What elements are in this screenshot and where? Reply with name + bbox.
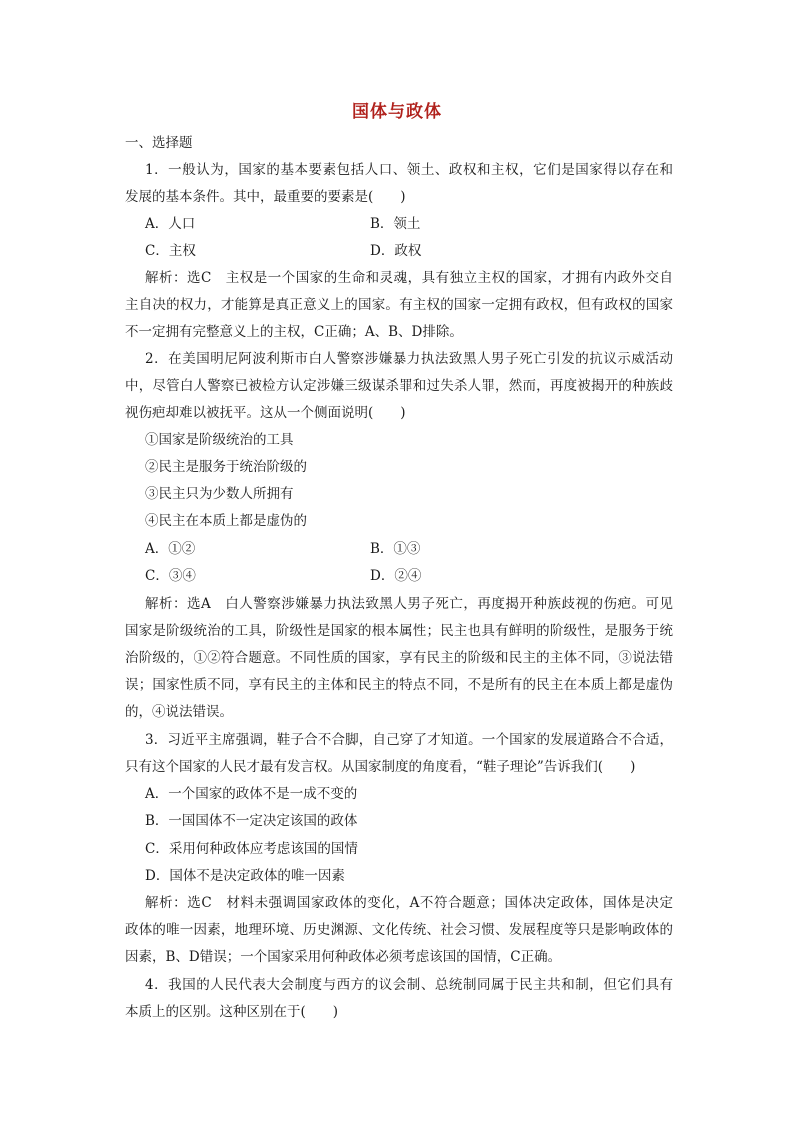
q2-analysis-line-4: 误；国家性质不同，享有民主的主体和民主的特点不同，不是所有的民主在本质上都是虚伪 <box>125 677 673 693</box>
q3-option-a: A．一个国家的政体不是一成不变的 <box>145 786 358 802</box>
q3-analysis-line-2: 政体的唯一因素，地理环境、历史渊源、文化传统、社会习惯、发展程度等只是影响政体的 <box>125 922 673 938</box>
q2-stem-line-1: 2．在美国明尼阿波利斯市白人警察涉嫌暴力执法致黑人男子死亡引发的抗议示威活动 <box>145 351 673 367</box>
q2-option-d: D．②④ <box>370 568 422 584</box>
q1-option-a: A．人口 <box>145 216 196 232</box>
q1-analysis-line-1: 解析：选C 主权是一个国家的生命和灵魂，具有独立主权的国家，才拥有内政外交自 <box>145 270 673 286</box>
section-heading: 一、选择题 <box>125 135 193 151</box>
q2-option-a: A．①② <box>145 541 196 557</box>
q1-option-c: C．主权 <box>145 243 196 259</box>
q3-option-d: D．国体不是决定政体的唯一因素 <box>145 868 345 884</box>
q2-item-4: ④民主在本质上都是虚伪的 <box>145 513 307 529</box>
q2-stem-line-3: 视伤疤却难以被抚平。这从一个侧面说明( ) <box>125 405 406 421</box>
q1-option-d: D．政权 <box>370 243 422 259</box>
q2-analysis-line-2: 国家是阶级统治的工具，阶级性是国家的根本属性；民主也具有鲜明的阶级性，是服务于统 <box>125 623 673 639</box>
q2-stem-line-2: 中，尽管白人警察已被检方认定涉嫌三级谋杀罪和过失杀人罪，然而，再度被揭开的种族歧 <box>125 378 673 394</box>
q4-stem-line-1: 4．我国的人民代表大会制度与西方的议会制、总统制同属于民主共和制，但它们具有 <box>145 977 673 993</box>
q4-stem-line-2: 本质上的区别。这种区别在于( ) <box>125 1004 339 1020</box>
q2-option-b: B．①③ <box>370 541 421 557</box>
page-title: 国体与政体 <box>352 102 442 122</box>
q1-analysis-line-2: 主自决的权力，才能算是真正意义上的国家。有主权的国家一定拥有政权，但有政权的国家 <box>125 297 673 313</box>
q3-option-b: B．一国国体不一定决定该国的政体 <box>145 813 358 829</box>
q2-item-2: ②民主是服务于统治阶级的 <box>145 459 307 475</box>
q1-stem-line-2: 发展的基本条件。其中，最重要的要素是( ) <box>125 189 406 205</box>
q3-analysis-line-3: 因素，B、D错误；一个国家采用何种政体必须考虑该国的国情，C正确。 <box>125 949 562 965</box>
q3-stem-line-2: 只有这个国家的人民才最有发言权。从国家制度的角度看，“鞋子理论”告诉我们( ) <box>125 759 636 775</box>
q2-item-3: ③民主只为少数人所拥有 <box>145 486 294 502</box>
q1-analysis-line-3: 不一定拥有完整意义上的主权，C正确；A、B、D排除。 <box>125 324 463 340</box>
q2-analysis-line-1: 解析：选A 白人警察涉嫌暴力执法致黑人男子死亡，再度揭开种族歧视的伤疤。可见 <box>145 596 673 612</box>
q2-analysis-line-3: 治阶级的，①②符合题意。不同性质的国家，享有民主的阶级和民主的主体不同，③说法错 <box>125 650 673 666</box>
q2-item-1: ①国家是阶级统治的工具 <box>145 432 294 448</box>
q3-option-c: C．采用何种政体应考虑该国的国情 <box>145 841 358 857</box>
q2-option-c: C．③④ <box>145 568 196 584</box>
q3-analysis-line-1: 解析：选C 材料未强调国家政体的变化，A不符合题意；国体决定政体，国体是决定 <box>145 895 673 911</box>
q1-stem-line-1: 1．一般认为，国家的基本要素包括人口、领土、政权和主权，它们是国家得以存在和 <box>145 162 673 178</box>
q1-option-b: B．领土 <box>370 216 421 232</box>
q2-analysis-line-5: 的，④说法错误。 <box>125 704 233 720</box>
q3-stem-line-1: 3．习近平主席强调，鞋子合不合脚，自己穿了才知道。一个国家的发展道路合不合适， <box>145 732 673 748</box>
